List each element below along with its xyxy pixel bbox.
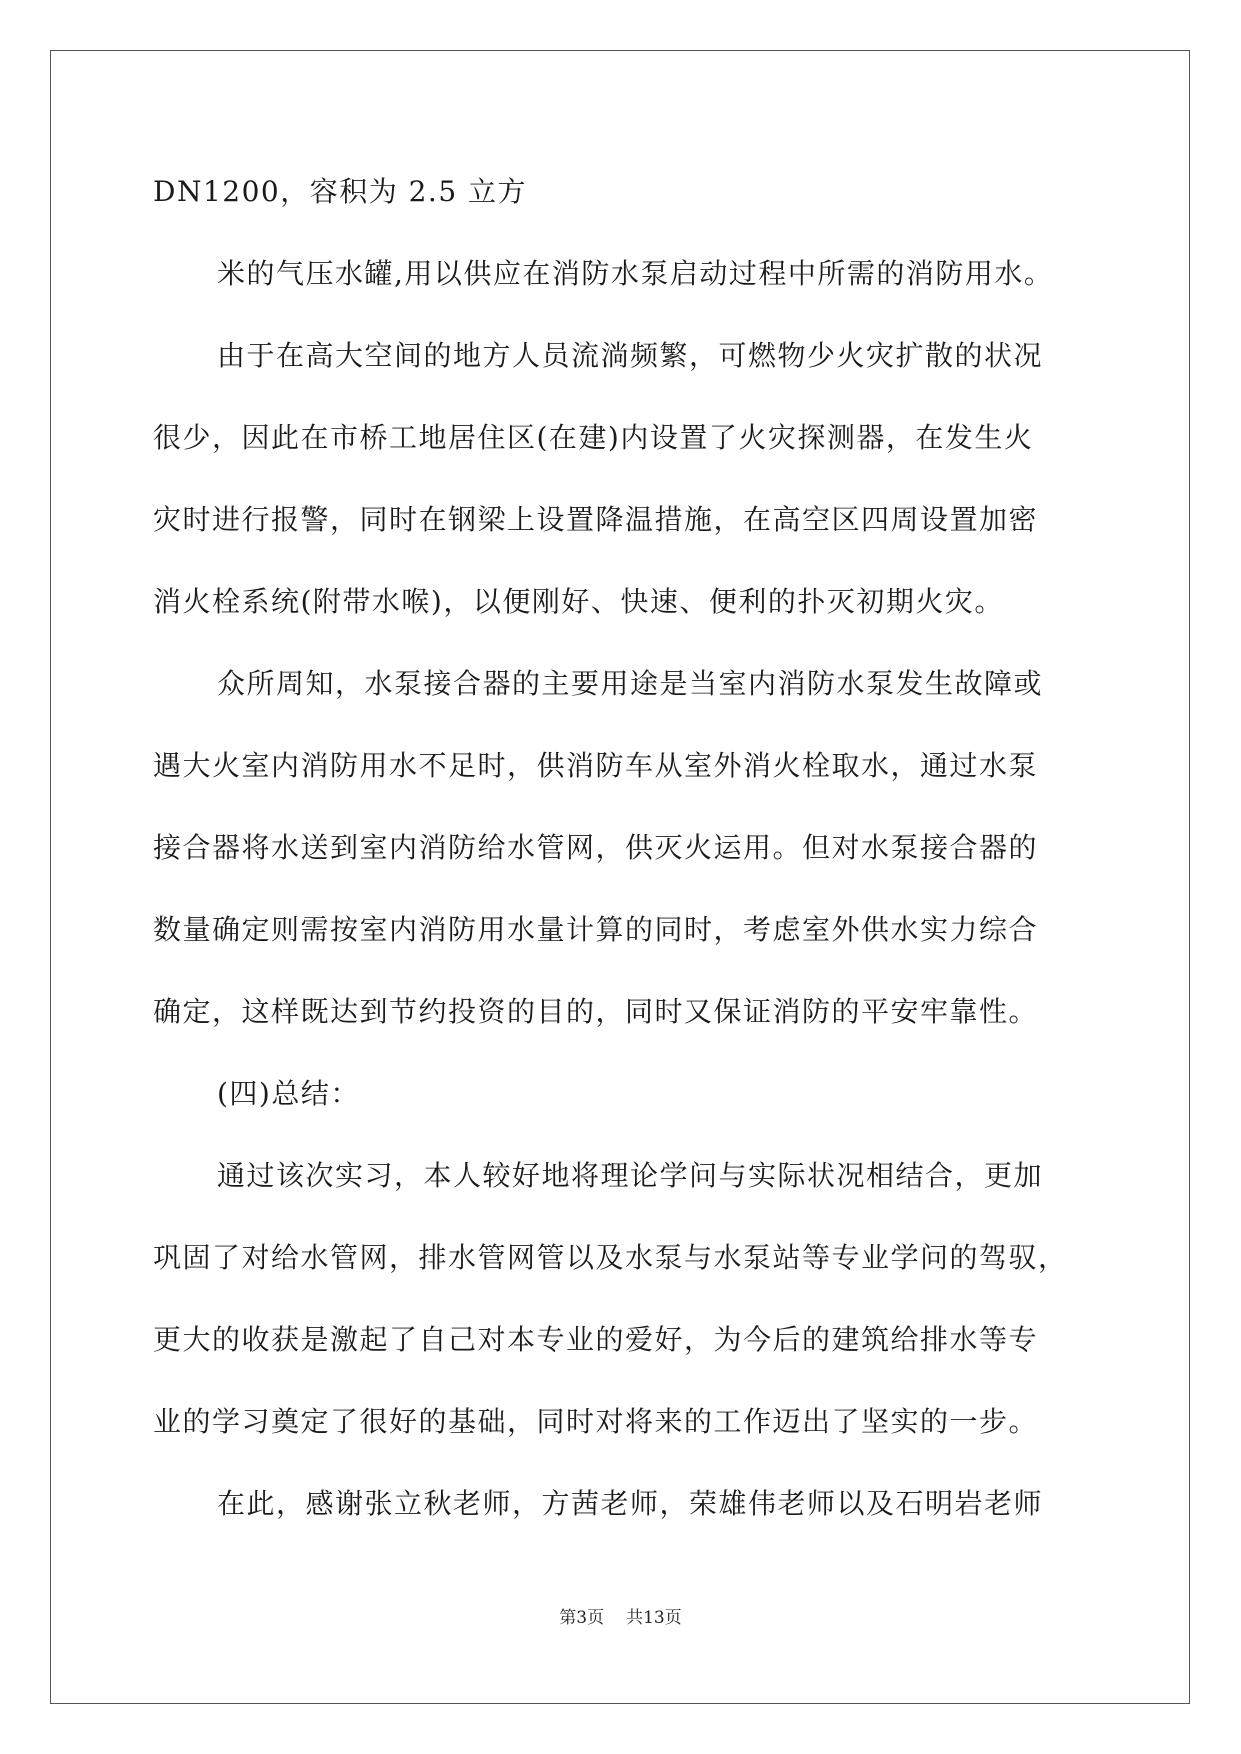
text-line: 很少，因此在市桥工地居住区(在建)内设置了火灾探测器，在发生火: [153, 421, 1034, 454]
text-line: 确定，这样既达到节约投资的目的，同时又保证消防的平安牢靠性。: [153, 995, 1039, 1028]
text-line: 由于在高大空间的地方人员流淌频繁，可燃物少火灾扩散的状况: [217, 339, 1044, 372]
text-line: 消火栓系统(附带水喉)，以便刚好、快速、便利的扑灭初期火灾。: [153, 585, 1004, 618]
text-line: 业的学习奠定了很好的基础，同时对将来的工作迈出了坚实的一步。: [153, 1405, 1039, 1438]
text-line: 更大的收获是激起了自己对本专业的爱好，为今后的建筑给排水等专: [153, 1323, 1039, 1356]
page-footer: [0, 1606, 1241, 1630]
text-line: 数量确定则需按室内消防用水量计算的同时，考虑室外供水实力综合: [153, 913, 1039, 946]
text-line: DN1200，容积为 2.5 立方: [153, 175, 528, 208]
text-line: 米的气压水罐,用以供应在消防水泵启动过程中所需的消防用水。: [217, 257, 1054, 290]
page-total: 共13页: [626, 1608, 682, 1628]
text-line: 灾时进行报警，同时在钢梁上设置降温措施，在高空区四周设置加密: [153, 503, 1039, 536]
page-border: [50, 50, 1190, 1704]
text-line: 遇大火室内消防用水不足时，供消防车从室外消火栓取水，通过水泵: [153, 749, 1039, 782]
page-number: 第3页: [559, 1608, 605, 1628]
text-line: 众所周知，水泵接合器的主要用途是当室内消防水泵发生故障或: [217, 667, 1044, 700]
text-line: 通过该次实习，本人较好地将理论学问与实际状况相结合，更加: [217, 1159, 1044, 1192]
text-line: 在此，感谢张立秋老师，方茜老师，荣雄伟老师以及石明岩老师: [217, 1487, 1044, 1520]
section-heading: (四)总结：: [217, 1077, 360, 1110]
text-line: 巩固了对给水管网，排水管网管以及水泵与水泵站等专业学问的驾驭，: [153, 1241, 1068, 1274]
text-line: 接合器将水送到室内消防给水管网，供灭火运用。但对水泵接合器的: [153, 831, 1039, 864]
